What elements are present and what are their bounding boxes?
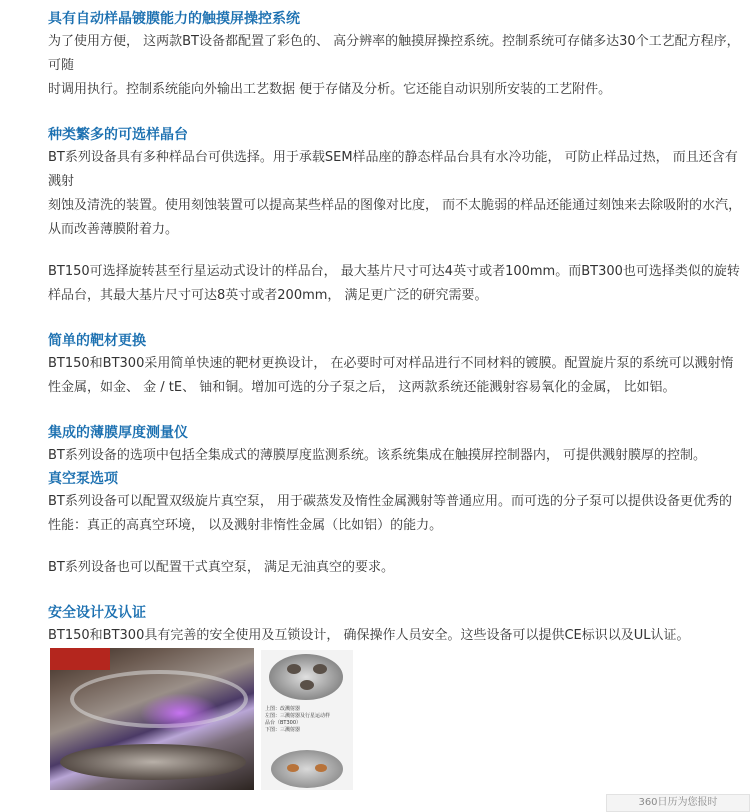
section-heading-thickness: 集成的薄膜厚度测量仪 — [48, 425, 188, 441]
paragraph: BT系列设备可以配置双级旋片真空泵， 用于碳蒸发及惰性金属溅射等普通应用。而可选的分子泵可以提供设备更优秀的性能：真正的高真空环境， 以及溅射非惰性金属（比如铝）的能力。 — [48, 494, 732, 533]
paragraph: BT系列设备也可以配置干式真空泵， 满足无油真空的要求。 — [48, 560, 394, 575]
section-heading-vacuum: 真空泵选项 — [48, 471, 118, 487]
figure-caption: 左图：三溅射器及行星运动样 — [265, 713, 331, 719]
paragraph: BT150可选择旋转甚至行星运动式设计的样品台， 最大基片尺寸可达4英寸或者100mm。而BT300也可选择类似的旋转样品台，其最大基片尺寸可达8英寸或者200mm， 满足更广泛的研究需要。 — [48, 264, 740, 303]
section-heading-target: 简单的靶材更换 — [48, 333, 146, 349]
sputter-chamber-photo — [50, 648, 254, 790]
sputter-head-photo — [261, 650, 353, 790]
figure-caption: 下图：三溅射器 — [265, 727, 301, 733]
paragraph: 时调用执行。控制系统能向外输出工艺数据 便于存储及分析。它还能自动识别所安装的工艺附件。 — [48, 82, 612, 97]
figure-caption: 上图：改溅射器 — [265, 706, 301, 712]
paragraph: BT系列设备的选项中包括全集成式的薄膜厚度监测系统。该系统集成在触摸屏控制器内， 可提供溅射膜厚的控制。 — [48, 448, 706, 463]
section-heading-stages: 种类繁多的可选样晶台 — [48, 127, 188, 143]
paragraph: BT150和BT300具有完善的安全使用及互锁设计， 确保操作人员安全。这些设备可以提供CE标识以及UL认证。 — [48, 628, 690, 643]
section-heading-touchscreen: 具有自动样晶镀膜能力的触摸屏操控系统 — [48, 11, 300, 27]
paragraph: BT系列设备具有多种样品台可供选择。用于承载SEM样品座的静态样品台具有水冷功能， 可防止样品过热， 而且还含有溅射 — [48, 150, 738, 189]
article-body — [48, 8, 744, 648]
paragraph: BT150和BT300采用简单快速的靶材更换设计， 在必要时可对样品进行不同材料的镀膜。配置旋片泵的系统可以溅射惰性金属，如金、 金 / tE、 铀和铜。增加可选的分子泵之后， 这两款系统还能溅射容易氧化的金属， 比如铝。 — [48, 356, 734, 395]
paragraph: 刻蚀及清洗的装置。使用刻蚀装置可以提高某些样品的图像对比度， 而不太脆弱的样品还能通过刻蚀来去除吸附的水汽， 从而改善薄膜附着力。 — [48, 198, 742, 237]
figure-caption: 品台（BT300） — [265, 720, 302, 726]
section-heading-safety: 安全设计及认证 — [48, 605, 146, 621]
paragraph: 为了使用方便， 这两款BT设备都配置了彩色的、 高分辨率的触摸屏操控系统。控制系统可存储多达30个工艺配方程序， 可随 — [48, 34, 740, 73]
calendar-watermark[interactable]: 360日历为您报时 — [606, 794, 750, 812]
